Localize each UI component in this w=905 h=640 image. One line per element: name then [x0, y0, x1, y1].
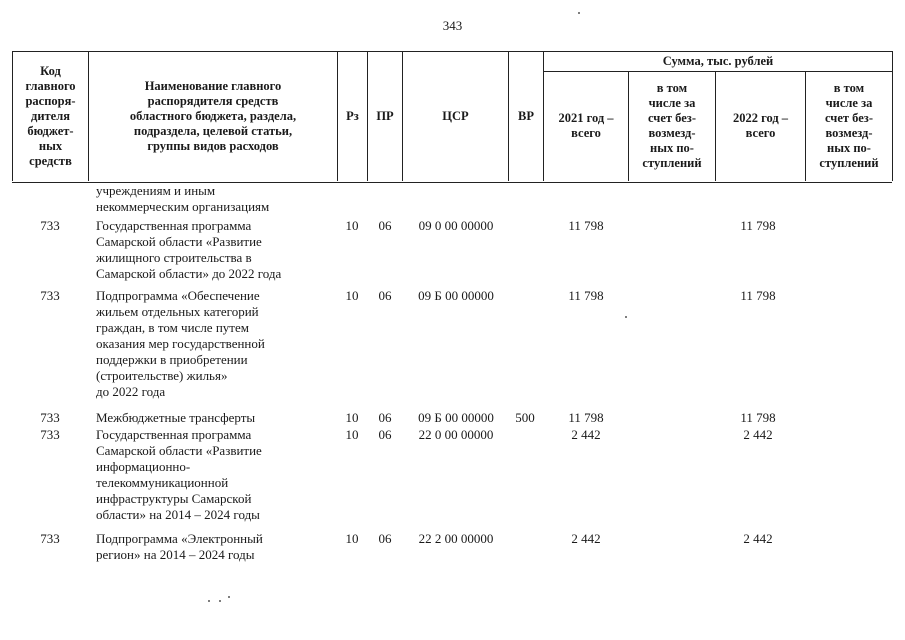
row-name: Государственная программа Самарской области «Развитие информационно- телекоммуникационной инфраструктуры Самарской области» на 2014 – 2024 годы [96, 427, 262, 522]
header-2021-total: 2021 год – всего [558, 111, 614, 140]
row-vr: 500 [515, 410, 535, 425]
header-2022-free: в том числе за счет без- возмезд- ных по- ступлений [819, 81, 879, 170]
row-rz: 10 [345, 531, 359, 546]
row-name: Государственная программа Самарской области «Развитие жилищного строительства в Самарской области» до 2022 года [96, 218, 282, 281]
row-pr: 06 [378, 427, 392, 442]
header-code: Код главного распоря- дителя бюджет- ных средств [25, 63, 76, 168]
row-csr: 22 2 00 00000 [418, 531, 494, 546]
row-csr: 22 0 00 00000 [418, 427, 494, 442]
row-csr: 09 Б 00 00000 [418, 410, 494, 425]
row-name: Подпрограмма «Обеспечение жильем отдельных категорий граждан, в том числе путем оказания мер государственной поддержки в приобретении (строительстве) жилья» до 2022 года [96, 288, 265, 399]
header-rz: Рз [346, 108, 359, 123]
row-rz: 10 [345, 218, 359, 233]
col-divider [892, 51, 893, 181]
row-sum-2022: 2 442 [743, 531, 773, 546]
row-sum-2021: 11 798 [568, 218, 604, 233]
row-rz: 10 [345, 427, 359, 442]
scan-speck [625, 316, 627, 318]
scan-speck [219, 600, 221, 602]
row-csr: 09 Б 00 00000 [418, 288, 494, 303]
scan-speck [208, 600, 210, 602]
row-sum-2021: 2 442 [571, 427, 601, 442]
row-code: 733 [40, 288, 60, 303]
row-sum-2022: 11 798 [740, 218, 776, 233]
row-name: учреждениям и иным некоммерческим организациям [96, 183, 270, 214]
row-code: 733 [40, 218, 60, 233]
row-pr: 06 [378, 288, 392, 303]
scan-speck [228, 596, 230, 598]
row-sum-2022: 2 442 [743, 427, 773, 442]
row-pr: 06 [378, 410, 392, 425]
row-sum-2021: 11 798 [568, 288, 604, 303]
row-name: Межбюджетные трансферты [96, 410, 256, 425]
row-pr: 06 [378, 531, 392, 546]
row-csr: 09 0 00 00000 [418, 218, 494, 233]
header-pr: ПР [376, 108, 394, 123]
header-sum: Сумма, тыс. рублей [662, 54, 774, 68]
row-sum-2022: 11 798 [740, 288, 776, 303]
row-rz: 10 [345, 410, 359, 425]
row-code: 733 [40, 531, 60, 546]
row-name: Подпрограмма «Электронный регион» на 2014 – 2024 годы [96, 531, 263, 562]
header-2022-total: 2022 год – всего [732, 111, 789, 140]
row-code: 733 [40, 427, 60, 442]
header-vr: ВР [518, 108, 534, 123]
row-rz: 10 [345, 288, 359, 303]
scan-speck [578, 12, 580, 14]
row-code: 733 [40, 410, 60, 425]
header-2021-free: в том числе за счет без- возмезд- ных по- ступлений [642, 81, 702, 170]
page-number: 343 [442, 18, 463, 33]
row-sum-2021: 11 798 [568, 410, 604, 425]
header-csr: ЦСР [442, 108, 469, 123]
header-name: Наименование главного распорядителя средств областного бюджета, раздела, подраздела, целевой статьи, группы видов расходов [129, 78, 297, 153]
row-sum-2022: 11 798 [740, 410, 776, 425]
row-sum-2021: 2 442 [571, 531, 601, 546]
row-pr: 06 [378, 218, 392, 233]
